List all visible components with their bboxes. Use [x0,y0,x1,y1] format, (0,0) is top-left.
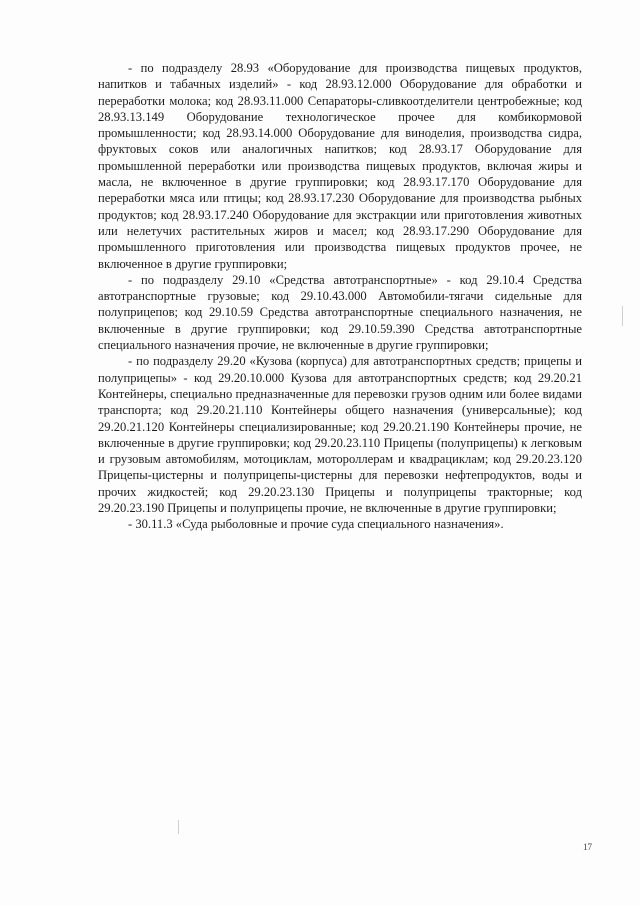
paragraph-subsection-29-10: - по подразделу 29.10 «Средства автотранспортные» - код 29.10.4 Средства автотранспортные грузовые; код 29.10.43.000 Автомобили-тягачи сидельные для полуприцепов; код 29.10.59 Средства автотранспортные специального назначения, не включенные в другие группировки; код 29.10.59.390 Средства автотранспортные специального назначения прочие, не включенные в другие группировки; [98,272,582,353]
document-body [98,60,582,533]
page-number: 17 [583,842,592,852]
scan-artifact [622,306,623,326]
paragraph-subsection-28-93: - по подразделу 28.93 «Оборудование для производства пищевых продуктов, напитков и табачных изделий» - код 28.93.12.000 Оборудование для обработки и переработки молока; код 28.93.11.000 Сепараторы-сливкоотделители центробежные; код 28.93.13.149 Оборудование технологическое прочее для комбикормовой промышленности; код 28.93.14.000 Оборудование для виноделия, производства сидра, фруктовых соков или аналогичных напитков; код 28.93.17 Оборудование для промышленной переработки или производства пищевых продуктов, включая жиры и масла, не включенное в другие группировки; код 28.93.17.170 Оборудование для переработки мяса или птицы; код 28.93.17.230 Оборудование для производства рыбных продуктов; код 28.93.17.240 Оборудование для экстракции или приготовления животных или нелетучих растительных жиров и масел; код 28.93.17.290 Оборудование для промышленного приготовления или производства пищевых продуктов прочее, не включенное в другие группировки; [98,61,582,271]
paragraph-subsection-29-20: - по подразделу 29.20 «Кузова (корпуса) для автотранспортных средств; прицепы и полуприцепы» - код 29.20.10.000 Кузова для автотранспортных средств; код 29.20.21 Контейнеры, специально предназначенные для перевозки грузов одним или более видами транспорта; код 29.20.21.110 Контейнеры общего назначения (универсальные); код 29.20.21.120 Контейнеры специализированные; код 29.20.21.190 Контейнеры прочие, не включенные в другие группировки; код 29.20.23.110 Прицепы (полуприцепы) к легковым и грузовым автомобилям, мотоциклам, мотороллерам и квадрациклам; код 29.20.23.120 Прицепы-цистерны и полуприцепы-цистерны для перевозки нефтепродуктов, воды и прочих жидкостей; код 29.20.23.130 Прицепы и полуприцепы тракторные; код 29.20.23.190 Прицепы и полуприцепы прочие, не включенные в другие группировки; [98,354,582,516]
scan-artifact [178,820,179,834]
paragraph-item-30-11-3: - 30.11.3 «Суда рыболовные и прочие суда специального назначения». [128,517,504,532]
